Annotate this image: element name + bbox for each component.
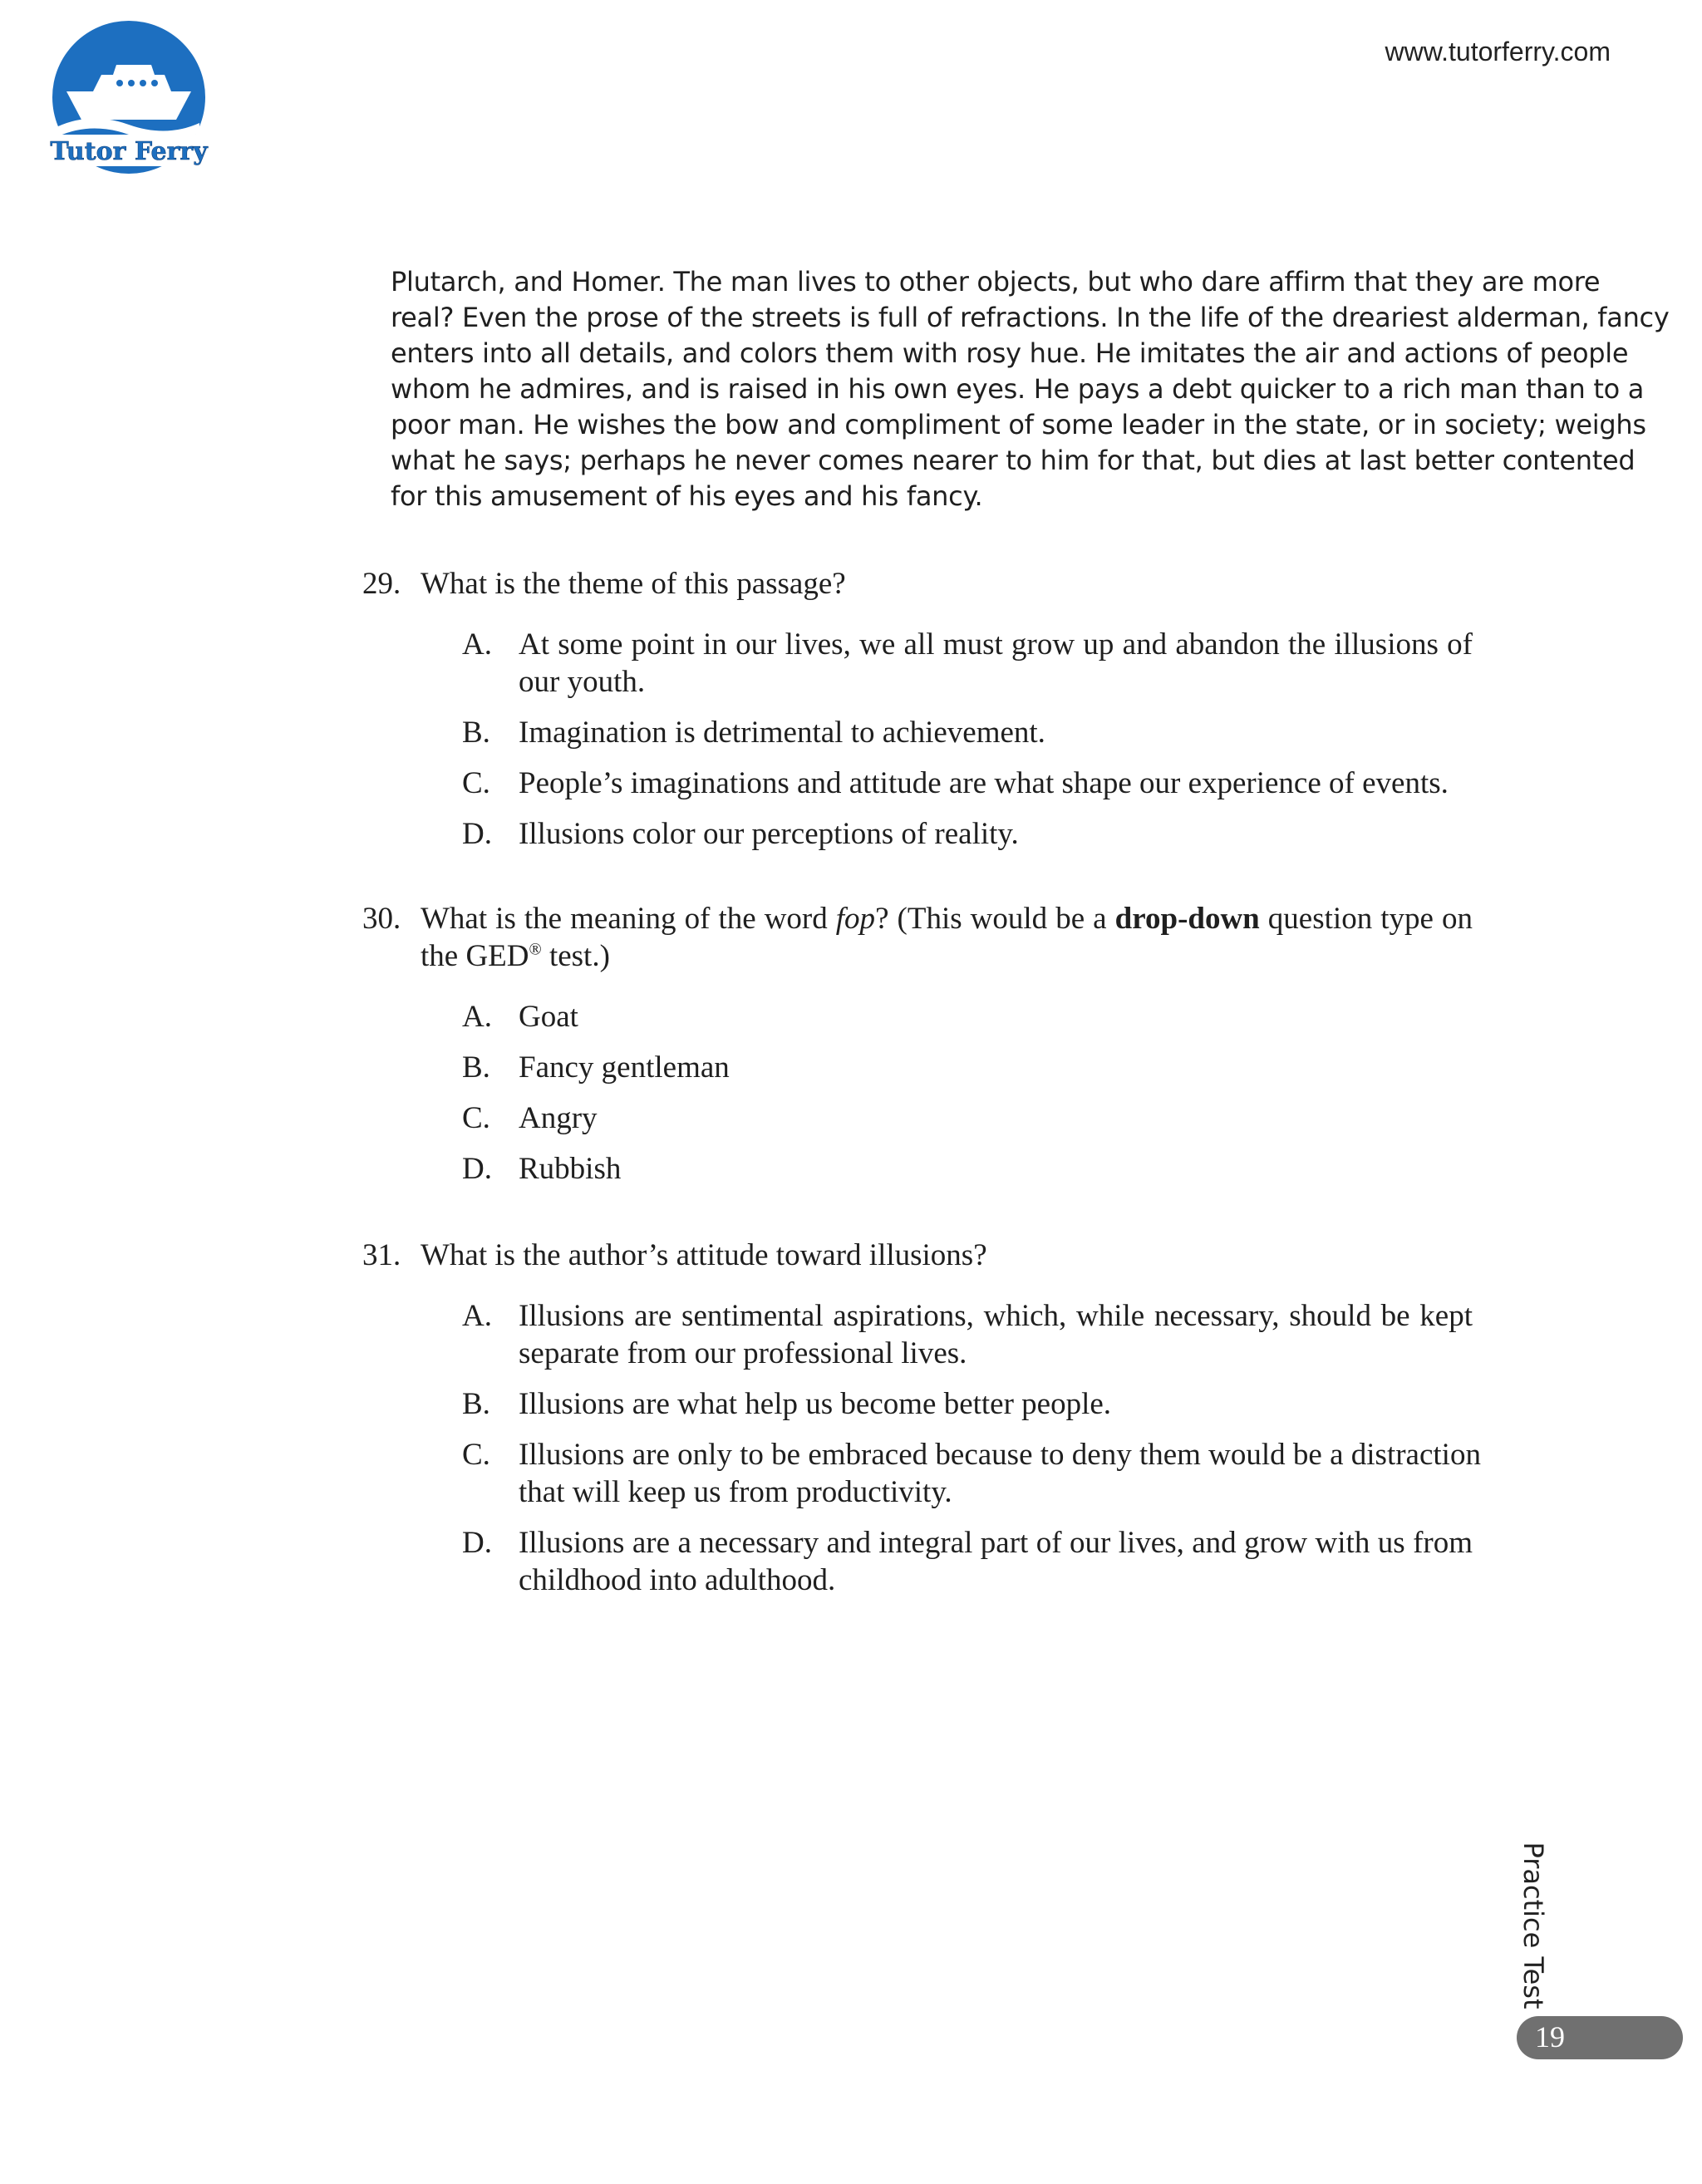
option-text: childhood into adulthood. (519, 1563, 836, 1597)
answer-options (362, 1297, 1481, 1599)
page-number: 19 (1535, 2020, 1565, 2054)
question-text: What is the theme of this passage? (421, 567, 846, 601)
option-letter: A. (462, 1000, 492, 1034)
stem-text: ? (This would be a (875, 902, 1115, 936)
section-label-text: Practice Test (1518, 1842, 1549, 2009)
passage-line: real? Even the prose of the streets is full of refractions. In the life of the dreariest alderman, fancy (391, 302, 1670, 333)
answer-option-b[interactable] (362, 1385, 1473, 1423)
answer-option-c[interactable] (362, 1099, 1473, 1137)
question-number: 29. (362, 567, 401, 601)
stem-text: question type on (1259, 902, 1473, 936)
answer-option-a[interactable] (362, 998, 1473, 1035)
option-letter: B. (462, 1387, 490, 1421)
passage-line: what he says; perhaps he never comes nearer to him for that, but dies at last better contented (391, 445, 1636, 476)
option-letter: D. (462, 1152, 492, 1186)
option-text: our youth. (519, 665, 646, 699)
option-text: Imagination is detrimental to achievement. (519, 716, 1045, 750)
option-text: Illusions are sentimental aspirations, which, while necessary, should be kept (519, 1299, 1473, 1333)
option-letter: D. (462, 1526, 492, 1560)
option-text: Fancy gentleman (519, 1050, 730, 1085)
passage-line: Plutarch, and Homer. The man lives to other objects, but who dare affirm that they are more (391, 266, 1601, 298)
stem-text: test.) (541, 939, 610, 973)
tutor-ferry-logo (33, 18, 224, 176)
option-text: separate from our professional lives. (519, 1336, 967, 1370)
page-number-tab (1517, 2016, 1683, 2059)
answer-options (362, 626, 1473, 853)
question-number: 31. (362, 1238, 401, 1272)
answer-option-d[interactable] (362, 1150, 1473, 1188)
option-letter: A. (462, 627, 492, 662)
answer-options (362, 998, 1473, 1188)
option-text: Angry (519, 1101, 598, 1135)
option-letter: B. (462, 716, 490, 750)
answer-option-d[interactable] (362, 815, 1473, 853)
section-label (1496, 1838, 1571, 2013)
option-letter: A. (462, 1299, 492, 1333)
answer-option-b[interactable] (362, 714, 1473, 751)
answer-option-c[interactable] (362, 765, 1473, 802)
passage-line: poor man. He wishes the bow and compliment of some leader in the state, or in society; weighs (391, 409, 1646, 440)
question-29 (362, 565, 1473, 853)
option-text: Goat (519, 1000, 578, 1034)
option-text: Rubbish (519, 1152, 622, 1186)
question-text (421, 900, 1473, 937)
stem-text: What is the meaning of the word (421, 902, 836, 936)
question-text-line2 (421, 937, 1473, 975)
passage-line: for this amusement of his eyes and his fancy. (391, 480, 983, 512)
passage-line: whom he admires, and is raised in his own eyes. He pays a debt quicker to a rich man than to a (391, 373, 1645, 405)
option-text: At some point in our lives, we all must grow up and abandon the illusions of (519, 627, 1473, 662)
answer-option-a[interactable] (362, 1297, 1473, 1372)
option-letter: C. (462, 1438, 490, 1472)
option-text: that will keep us from productivity. (519, 1475, 952, 1509)
question-text: What is the author’s attitude toward illusions? (421, 1238, 987, 1272)
option-letter: B. (462, 1050, 490, 1085)
option-text: Illusions are a necessary and integral part of our lives, and grow with us from (519, 1526, 1473, 1560)
answer-option-d[interactable] (362, 1524, 1473, 1599)
option-text: Illusions color our perceptions of reality. (519, 817, 1019, 851)
question-number: 30. (362, 902, 401, 936)
option-text: Illusions are what help us become better people. (519, 1387, 1112, 1421)
stem-text: the GED (421, 939, 529, 973)
option-letter: C. (462, 1101, 490, 1135)
stem-bold-drop-down: drop-down (1114, 902, 1260, 936)
option-letter: D. (462, 817, 492, 851)
question-stem (362, 900, 1473, 975)
question-stem (362, 565, 1473, 603)
passage-line: enters into all details, and colors them with rosy hue. He imitates the air and actions of people (391, 337, 1629, 369)
answer-option-b[interactable] (362, 1049, 1473, 1086)
registered-mark: ® (529, 940, 542, 959)
reading-passage (391, 264, 1670, 514)
answer-option-c[interactable] (362, 1436, 1481, 1511)
stem-word-fop: fop (835, 902, 876, 936)
question-stem (362, 1237, 1473, 1274)
option-letter: C. (462, 766, 490, 800)
answer-option-a[interactable] (362, 626, 1473, 701)
logo-wordmark: Tutor Ferry (50, 137, 208, 166)
question-31 (362, 1237, 1481, 1599)
question-30 (362, 900, 1473, 1188)
site-url[interactable]: www.tutorferry.com (1385, 37, 1611, 66)
option-text: People’s imaginations and attitude are what shape our experience of events. (519, 766, 1449, 800)
option-text: Illusions are only to be embraced because to deny them would be a distraction (519, 1438, 1481, 1472)
